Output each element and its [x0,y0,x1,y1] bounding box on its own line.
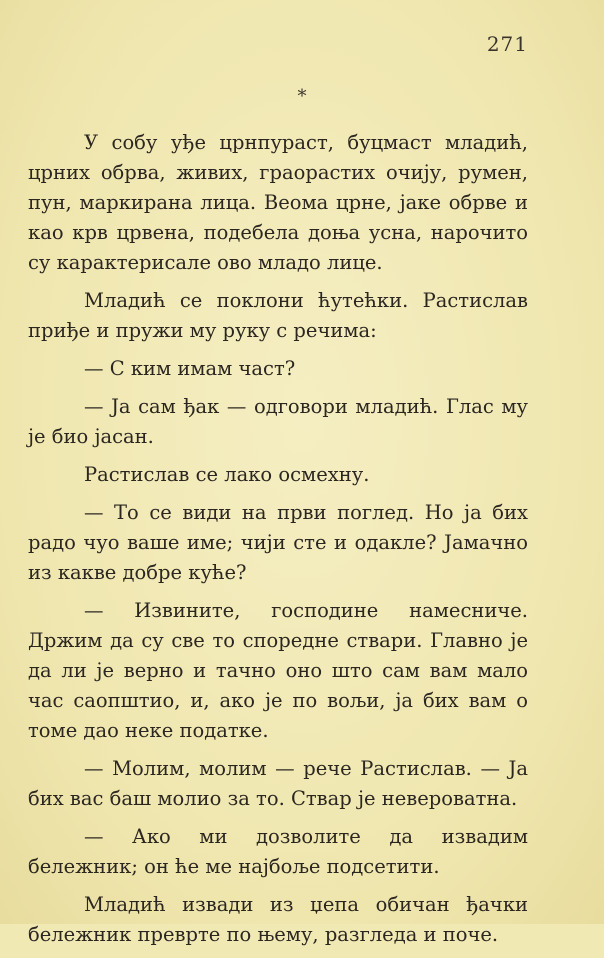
paragraph: — То се види на први поглед. Но ја бих радо чуо ваше име; чији сте и одакле? Јамачно из какве добре куће? [28,501,528,584]
paragraph: — Ако ми дозволите да извадим бележник; он ће ме најбоље подсетити. [28,825,528,878]
paragraph: Растислав се лако осмехну. [84,463,370,486]
page-number: 271 [486,32,528,56]
paragraph: — С ким имам част? [84,357,296,380]
paragraph: У собу уђе црнпураст, буцмаст младић, црних обрва, живих, граорастих очију, румен, пун, маркирана лица. Веома црне, јаке обрве и као крв црвена, подебела доња усна, нарочито су карактерисале ово младо лице. [28,131,528,274]
paragraph: Младић се поклони ћутећки. Растислав приђе и пружи му руку с речима: [28,289,528,342]
paragraph: — Молим, молим — рече Растислав. — Ја бих вас баш молио за то. Ствар је невероватна. [28,757,528,810]
paragraph: — Извините, господине намесниче. Држим да су све то споредне ствари. Главно је да ли је верно и тачно оно што сам вам мало час саопштио, и, ако је по вољи, ја бих вам о томе дао неке податке. [28,599,528,742]
paragraph: — Ја сам ђак — одговори младић. Глас му је био јасан. [28,395,528,448]
body-text [28,128,528,958]
section-separator: * [297,86,307,107]
paragraph: Младић извади из џепа обичан ђачки бележник преврте по њему, разгледа и поче. [28,893,528,946]
